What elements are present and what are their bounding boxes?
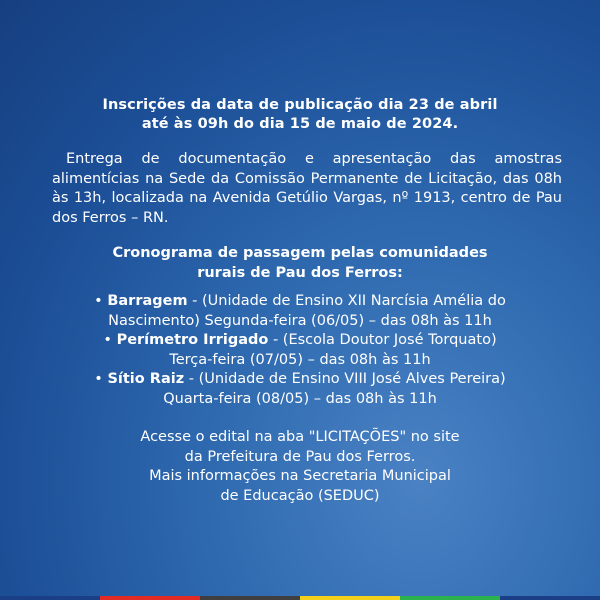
delivery-text: Entrega de documentação e apresentação das amostras alimentícias na Sede da Comissão Permanente de Licitação, das 08h às 13h, localizada na Avenida Getúlio Vargas, nº 1913, centro de Pau dos Ferros – RN. <box>52 151 562 226</box>
footer-info <box>0 428 600 506</box>
color-stripe-segment <box>400 596 500 600</box>
footer-line-3: Mais informações na Secretaria Municipal <box>149 468 451 484</box>
color-stripe-segment <box>200 596 300 600</box>
community-detail: - (Escola Doutor José Torquato) <box>268 332 497 348</box>
community-name: Perímetro Irrigado <box>116 332 269 348</box>
bullet-icon: • <box>103 332 112 348</box>
footer-line-2: da Prefeitura de Pau dos Ferros. <box>184 448 416 465</box>
footer-line-1: Acesse o edital na aba "LICITAÇÕES" no site <box>140 429 460 445</box>
community-detail: - (Unidade de Ensino VIII José Alves Pereira) <box>184 371 506 387</box>
footer-line-4: de Educação (SEDUC) <box>220 487 380 504</box>
schedule-item <box>0 331 600 370</box>
schedule-item <box>0 370 600 409</box>
color-stripe-segment <box>100 596 200 600</box>
color-stripe-bar <box>0 596 600 600</box>
community-name: Barragem <box>107 293 188 309</box>
color-stripe-segment <box>0 596 100 600</box>
delivery-paragraph <box>52 150 562 228</box>
color-stripe-segment <box>500 596 600 600</box>
color-stripe-segment <box>300 596 400 600</box>
schedule-list <box>0 292 600 409</box>
community-schedule: Quarta-feira (08/05) – das 08h às 11h <box>163 390 437 407</box>
headline-line-2: até às 09h do dia 15 de maio de 2024. <box>141 116 459 132</box>
schedule-title <box>0 244 600 283</box>
schedule-title-line-1: Cronograma de passagem pelas comunidades <box>112 245 488 261</box>
headline-line-1: Inscrições da data de publicação dia 23 de abril <box>102 97 498 113</box>
bullet-icon: • <box>94 293 103 309</box>
community-schedule: Terça-feira (07/05) – das 08h às 11h <box>169 351 431 368</box>
community-name: Sítio Raiz <box>107 371 185 387</box>
schedule-title-line-2: rurais de Pau dos Ferros: <box>197 264 403 281</box>
bullet-icon: • <box>94 371 103 387</box>
registration-period-headline <box>0 96 600 134</box>
schedule-item <box>0 292 600 331</box>
community-schedule: Nascimento) Segunda-feira (06/05) – das 08h às 11h <box>108 312 492 329</box>
community-detail: - (Unidade de Ensino XII Narcísia Amélia do <box>187 293 506 309</box>
